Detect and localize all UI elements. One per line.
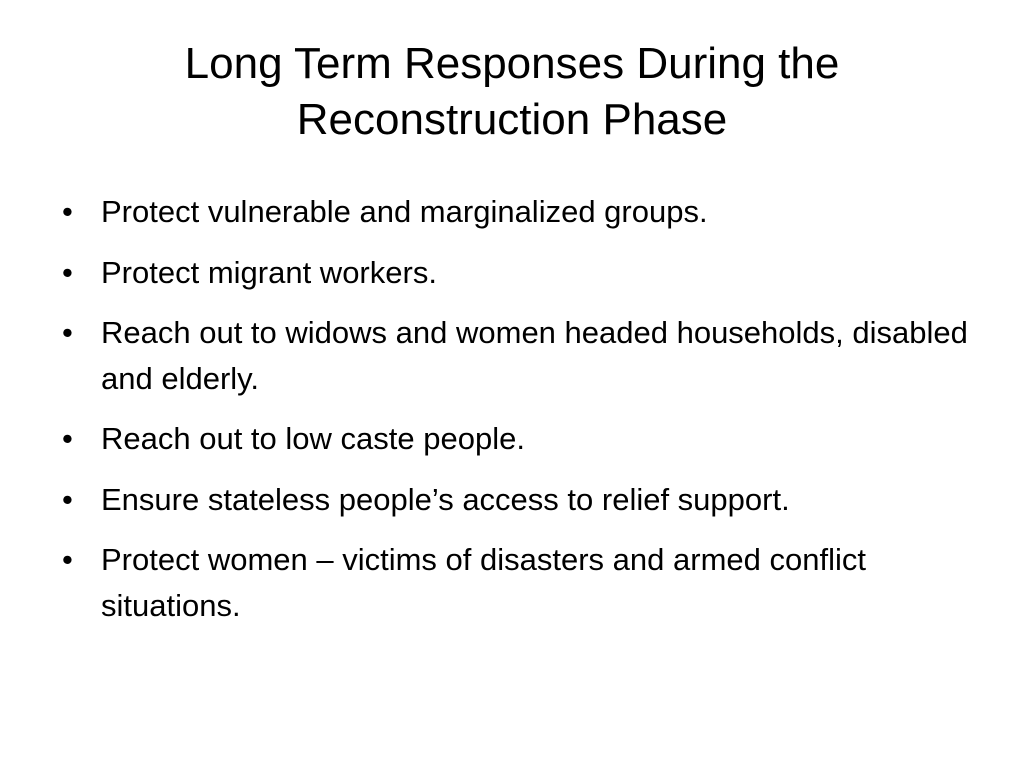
bullet-point-icon: • [62,255,73,290]
bullet-point-icon: • [62,542,73,577]
slide-title [60,36,964,148]
bullet-text: Protect vulnerable and marginalized groups. [101,194,708,229]
bullet-text: Reach out to widows and women headed households, disabled and elderly. [101,315,968,396]
bullet-item-vulnerable-groups [62,188,982,236]
bullet-point-icon: • [62,421,73,456]
bullet-item-protect-women [62,537,982,629]
bullet-text: Protect women – victims of disasters and armed conflict situations. [101,542,866,623]
bullet-point-icon: • [62,194,73,229]
bullet-text: Protect migrant workers. [101,255,437,290]
bullet-item-stateless-people [62,476,982,524]
bullet-text: Reach out to low caste people. [101,421,525,456]
bullet-item-widows-households [62,310,982,402]
slide-title-line-2: Reconstruction Phase [296,95,728,144]
bullet-list [62,188,982,642]
bullet-item-low-caste [62,415,982,463]
bullet-point-icon: • [62,482,73,517]
bullet-text: Ensure stateless people’s access to relief support. [101,482,790,517]
bullet-item-migrant-workers [62,249,982,297]
slide-title-line-1: Long Term Responses During the [184,39,840,88]
bullet-point-icon: • [62,315,73,350]
